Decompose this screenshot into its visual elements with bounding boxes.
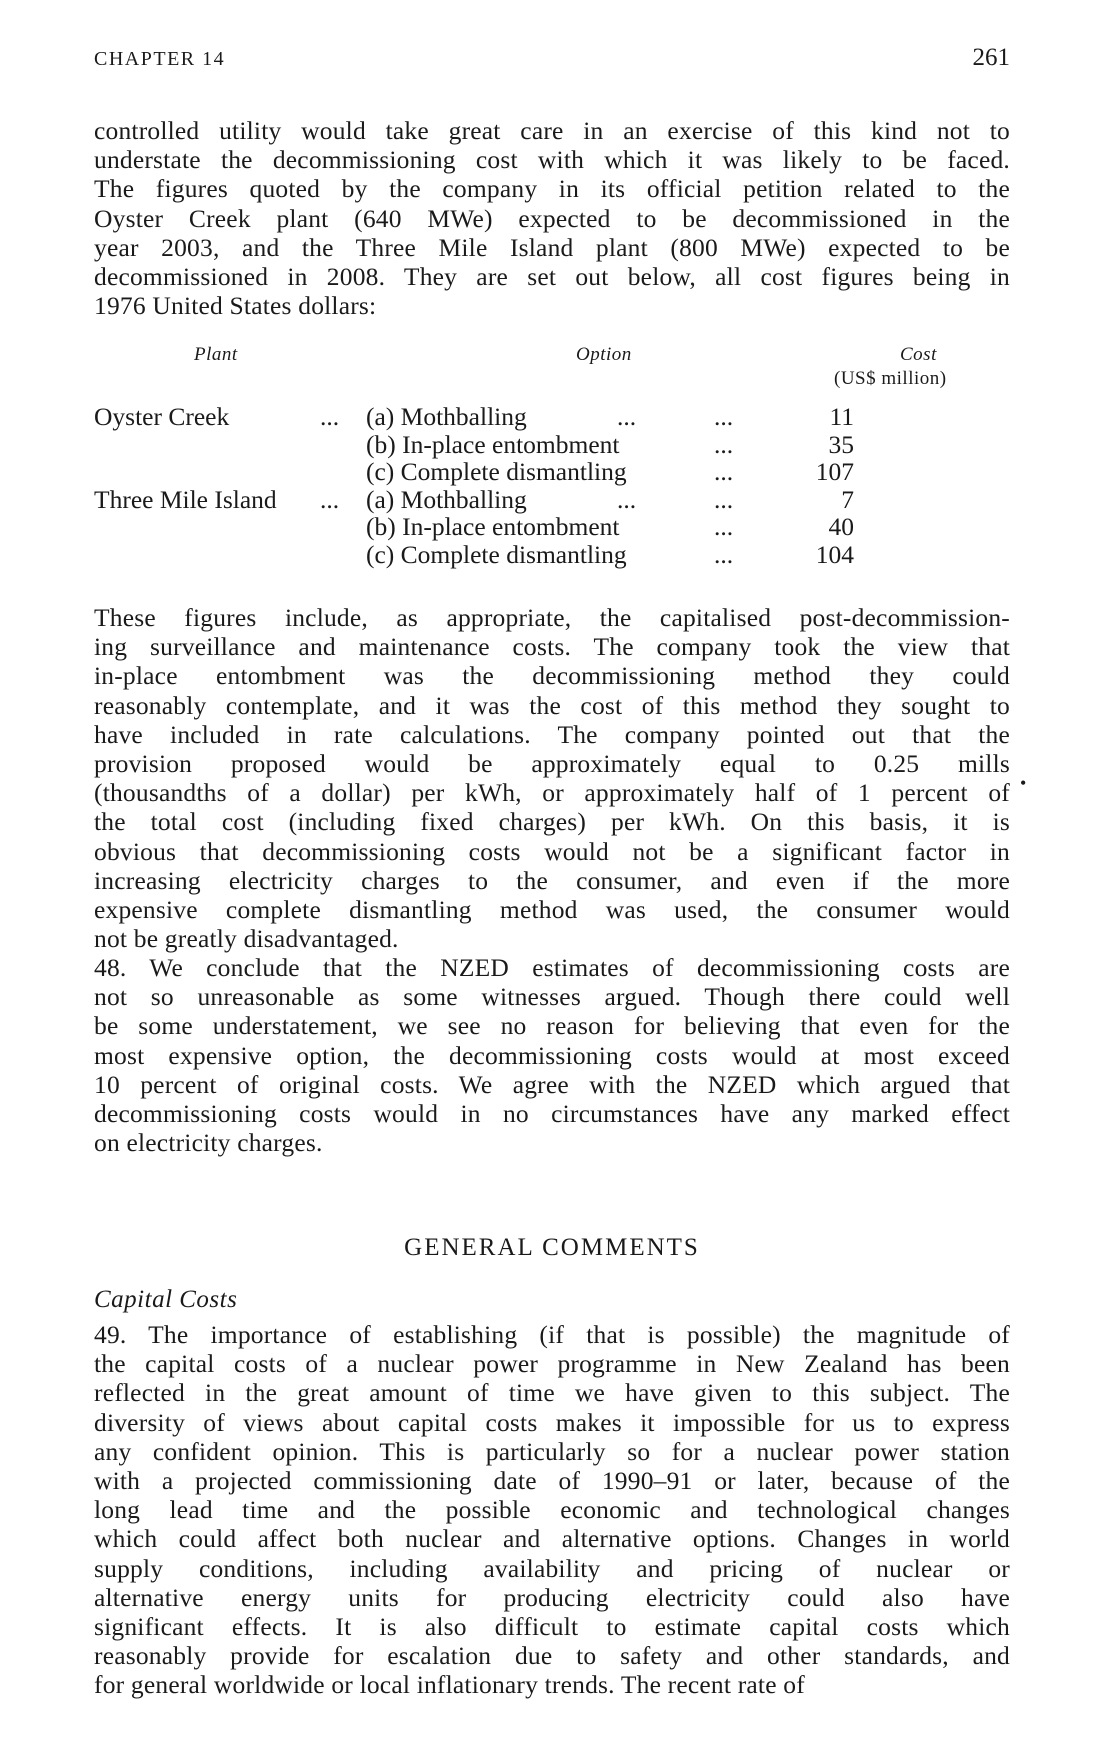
text-line: 48. We conclude that the NZED estimates of decommissioning costs are xyxy=(94,953,1010,982)
text-line: with a projected commissioning date of 1990–91 or later, because of the xyxy=(94,1466,1010,1496)
subsection-heading: Capital Costs xyxy=(94,1286,238,1313)
text-line: most expensive option, the decommissioning costs would at most exceed xyxy=(94,1040,1010,1070)
cell-plant-leader: ... xyxy=(320,484,340,514)
text-line: (thousandths of a dollar) per kWh, or approximately half of 1 percent of xyxy=(94,778,1010,808)
text-line: alternative energy units for producing electricity could also have xyxy=(94,1582,1010,1612)
running-head xyxy=(94,46,1010,76)
cell-cost: 35 xyxy=(828,429,854,459)
text-line: understate the decommissioning cost with which it was likely to be faced. xyxy=(94,145,1010,175)
paragraph-49 xyxy=(94,1320,1010,1700)
text-line: 10 percent of original costs. We agree with the NZED which argued that xyxy=(94,1069,1010,1099)
text-line: on electricity charges. xyxy=(94,1128,323,1158)
text-line: obvious that decommissioning costs would not be a significant factor in xyxy=(94,836,1010,866)
cell-option: (a) Mothballing xyxy=(366,402,527,431)
text-line: reasonably provide for escalation due to safety and other standards, and xyxy=(94,1641,1010,1671)
cell-cost: 104 xyxy=(815,539,854,569)
text-line: ing surveillance and maintenance costs. The company took the view that xyxy=(94,632,1010,662)
intro-paragraph xyxy=(94,116,1010,320)
cell-cost-leader: ... xyxy=(714,512,734,541)
paragraph-48 xyxy=(94,953,1010,1157)
text-line: significant effects. It is also difficult to estimate capital costs which xyxy=(94,1612,1010,1642)
cell-option: (c) Complete dismantling xyxy=(366,457,627,486)
text-line: decommissioning costs would in no circumstances have any marked effect xyxy=(94,1099,1010,1129)
text-line: diversity of views about capital costs makes it impossible for us to express xyxy=(94,1407,1010,1437)
text-line: controlled utility would take great care in an exercise of this kind not to xyxy=(94,116,1010,145)
column-header-cost: Cost xyxy=(900,344,937,365)
text-line: The figures quoted by the company in its official petition related to the xyxy=(94,174,1010,204)
text-line: 49. The importance of establishing (if that is possible) the magnitude of xyxy=(94,1320,1010,1349)
text-line: decommissioned in 2008. They are set out below, all cost figures being in xyxy=(94,262,1010,292)
text-line: which could affect both nuclear and alternative options. Changes in world xyxy=(94,1524,1010,1554)
cell-option-leader: ... xyxy=(617,402,637,431)
cell-cost-leader: ... xyxy=(714,539,734,569)
cell-option: (c) Complete dismantling xyxy=(366,539,627,569)
text-line: expensive complete dismantling method was used, the consumer would xyxy=(94,895,1010,925)
cell-cost-leader: ... xyxy=(714,484,734,514)
text-line: not be greatly disadvantaged. xyxy=(94,924,399,954)
cell-plant-leader: ... xyxy=(320,402,340,431)
text-line: reflected in the great amount of time we have given to this subject. The xyxy=(94,1378,1010,1408)
cell-cost-leader: ... xyxy=(714,402,734,431)
cell-cost: 11 xyxy=(829,402,854,431)
cell-cost: 7 xyxy=(841,484,854,514)
section-heading: GENERAL COMMENTS xyxy=(404,1234,700,1261)
text-line: not so unreasonable as some witnesses argued. Though there could well xyxy=(94,982,1010,1012)
margin-mark: • xyxy=(1020,773,1027,793)
text-line: long lead time and the possible economic and technological changes xyxy=(94,1495,1010,1525)
chapter-label: CHAPTER 14 xyxy=(94,48,226,70)
text-line: increasing electricity charges to the consumer, and even if the more xyxy=(94,865,1010,895)
text-line: reasonably contemplate, and it was the cost of this method they sought to xyxy=(94,690,1010,720)
column-header-plant: Plant xyxy=(194,344,238,365)
text-line: 1976 United States dollars: xyxy=(94,291,377,321)
cell-option-leader: ... xyxy=(617,484,637,514)
cell-option: (b) In-place entombment xyxy=(366,429,620,459)
cell-cost: 40 xyxy=(828,512,854,541)
column-header-cost-unit: (US$ million) xyxy=(834,368,947,389)
column-header-option: Option xyxy=(576,344,632,365)
text-line: have included in rate calculations. The company pointed out that the xyxy=(94,719,1010,749)
cell-plant: Oyster Creek xyxy=(94,402,230,431)
cell-cost-leader: ... xyxy=(714,429,734,459)
text-line: supply conditions, including availability and pricing of nuclear or xyxy=(94,1553,1010,1583)
text-line: be some understatement, we see no reason for believing that even for the xyxy=(94,1011,1010,1041)
text-line: Oyster Creek plant (640 MWe) expected to be decommissioned in the xyxy=(94,203,1010,233)
cell-plant: Three Mile Island xyxy=(94,484,277,514)
cell-option: (b) In-place entombment xyxy=(366,512,620,541)
cell-cost: 107 xyxy=(815,457,854,486)
text-line: the capital costs of a nuclear power programme in New Zealand has been xyxy=(94,1349,1010,1379)
cell-option: (a) Mothballing xyxy=(366,484,527,514)
decommissioning-cost-table xyxy=(94,340,1010,580)
text-line: for general worldwide or local inflationary trends. The recent rate of xyxy=(94,1670,805,1700)
text-line: the total cost (including fixed charges) per kWh. On this basis, it is xyxy=(94,807,1010,837)
text-line: year 2003, and the Three Mile Island plant (800 MWe) expected to be xyxy=(94,232,1010,262)
text-line: in-place entombment was the decommissioning method they could xyxy=(94,661,1010,691)
text-line: provision proposed would be approximately equal to 0.25 mills xyxy=(94,749,1010,779)
text-line: These figures include, as appropriate, the capitalised post-decommission- xyxy=(94,603,1010,632)
cell-cost-leader: ... xyxy=(714,457,734,486)
page-number: 261 xyxy=(972,44,1010,71)
text-line: any confident opinion. This is particularly so for a nuclear power station xyxy=(94,1436,1010,1466)
after-table-paragraph xyxy=(94,603,1010,953)
